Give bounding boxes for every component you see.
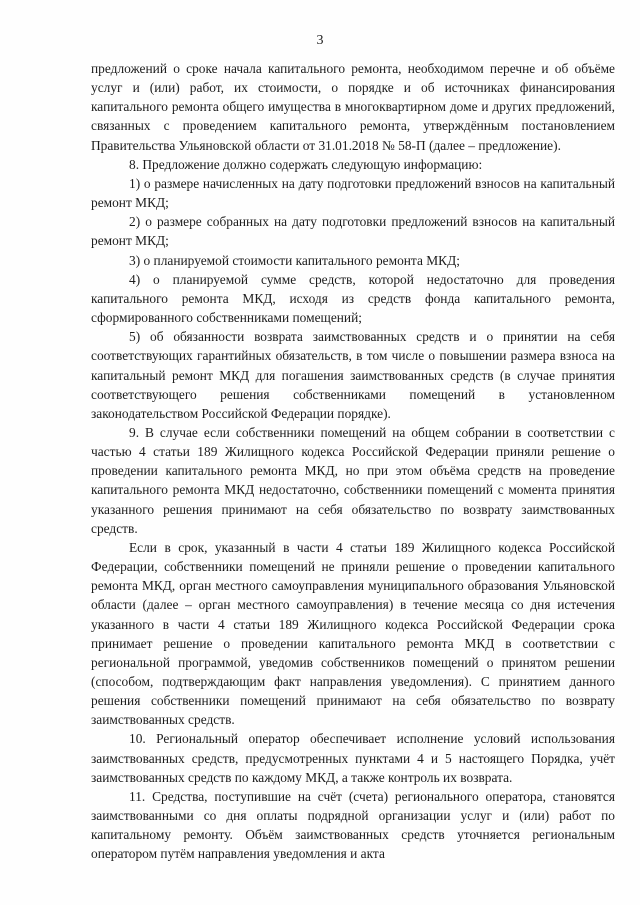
list-item-2: 2) о размере собранных на дату подготовки предложений взносов на капитальный ремонт МКД;	[91, 214, 615, 249]
paragraph-continuation: предложений о сроке начала капитального ремонта, необходимом перечне и об объёме услуг и (или) работ, их стоимости, о порядке и об источниках финансирования капитального ремонта общего имущества в многоквартирном доме и других предложений, связанных с проведением капитального ремонта, утверждённым постановлением Правительства Ульяновской области от 31.01.2018 № 58-П (далее – предложение).	[91, 61, 615, 153]
paragraph-10: 10. Региональный оператор обеспечивает исполнение условий использования заимствованных средств, предусмотренных пунктами 4 и 5 настоящего Порядка, учёт заимствованных средств по каждому МКД, а также контроль их возврата.	[91, 731, 615, 785]
page-number: 3	[316, 33, 324, 48]
paragraph-11: 11. Средства, поступившие на счёт (счета) регионального оператора, становятся заимствованными со дня оплаты подрядной организации услуг и (или) работ по капитальному ремонту. Объём заимствованных средств уточняется региональным оператором путём направления уведомления и акта	[91, 788, 615, 862]
list-item-3: 3) о планируемой стоимости капитального ремонта МКД;	[129, 252, 460, 268]
list-item-5: 5) об обязанности возврата заимствованных средств и о принятии на себя соответствующих гарантийных обязательств, в том числе о повышении размера взноса на капитальный ремонт МКД для погашения заимствованных средств (в случае принятия соответствующего решения собственниками помещений в установленном законодательством Российской Федерации порядке).	[91, 329, 615, 421]
document-body	[91, 59, 615, 864]
list-item-1: 1) о размере начисленных на дату подготовки предложений взносов на капитальный ремонт МКД;	[91, 175, 615, 211]
list-item-4: 4) о планируемой сумме средств, которой недостаточно для проведения капитального ремонта МКД, исходя из средств фонда капитального ремонта, сформированного собственниками помещений;	[91, 271, 615, 326]
paragraph-9-part-2: Если в срок, указанный в части 4 статьи 189 Жилищного кодекса Российской Федерации, собственники помещений не приняли решение о проведении капитального ремонта МКД, орган местного самоуправления муниципального образования Ульяновской области (далее – орган местного самоуправления) в течение месяца со дня истечения указанного в части 4 статьи 189 Жилищного кодекса Российской Федерации срока принимает решение о проведении капитального ремонта МКД в соответствии с региональной программой, уведомив собственников помещений о принятом решении (способом, подтверждающим факт направления уведомления). С принятием данного решения собственники помещений принимают на себя обязательство по возврату заимствованных средств.	[91, 539, 615, 728]
paragraph-8: 8. Предложение должно содержать следующую информацию:	[129, 156, 483, 172]
paragraph-9: 9. В случае если собственники помещений на общем собрании в соответствии с частью 4 статьи 189 Жилищного кодекса Российской Федерации приняли решение о проведении капитального ремонта МКД, но при этом объёма средств на проведение капитального ремонта МКД недостаточно, собственники помещений с момента принятия указанного решения принимают на себя обязательство по возврату заимствованных средств.	[91, 424, 615, 536]
